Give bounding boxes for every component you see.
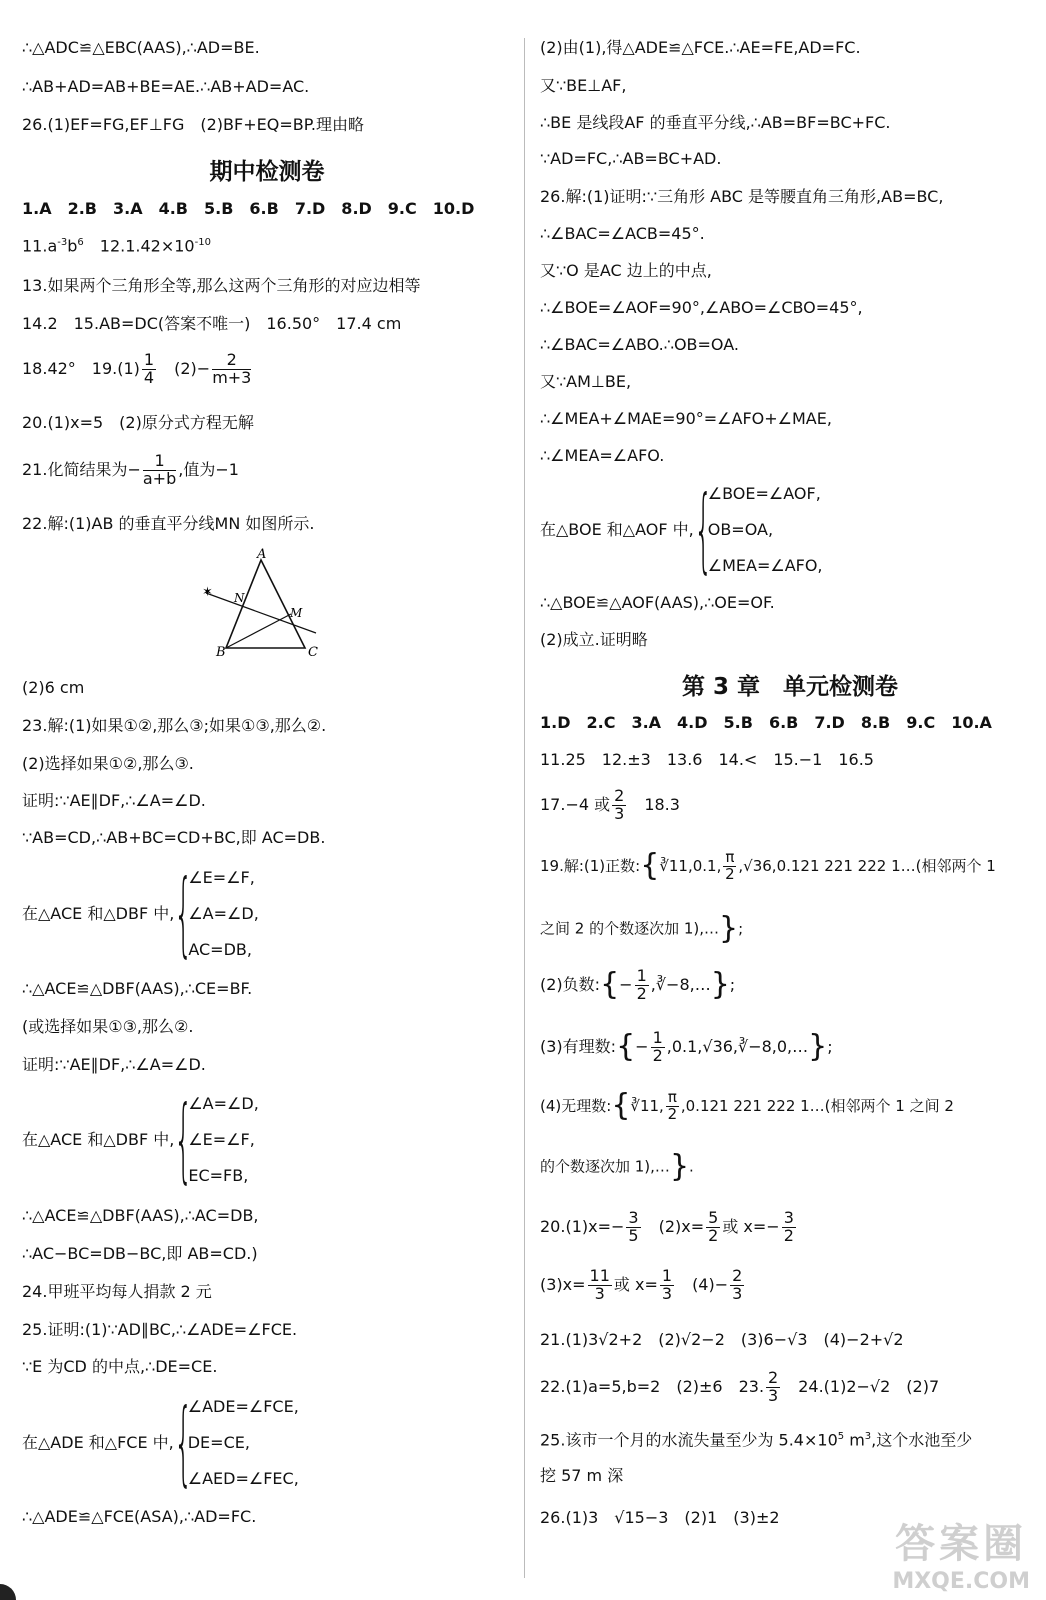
fraction: $\frac{1}{a+b}$ [142, 451, 177, 488]
answer-line: ∵E 为CD 的中点,∴DE=CE. [22, 1357, 218, 1376]
answer-line: 20.(1)x=− $\frac{3}{5}$ (2)x= $\frac{5}{2}$ 或 x=− $\frac{3}{2}$ [540, 1208, 794, 1245]
answer-line: 21.化简结果为− $\frac{1}{a+b}$ ,值为−1 [22, 451, 239, 488]
answer-line: 17.−4 或 $\frac{2}{3}$ 18.3 [540, 786, 680, 823]
answer-line: 26.(1)EF=FG,EF⊥FG (2)BF+EQ=BP.理由略 [22, 115, 364, 134]
label-C: C [308, 645, 318, 660]
answer-line: 又∵AM⊥BE, [540, 372, 632, 391]
answer-line: 又∵O 是AC 边上的中点, [540, 261, 712, 280]
answer-line: 22.(1)a=5,b=2 (2)±6 23. $\frac{2}{3}$ 24.(1)2−√2 (2)7 [540, 1368, 940, 1405]
answer-line: 14.2 15.AB=DC(答案不唯一) 16.50° 17.4 cm [22, 314, 402, 333]
answer-line: 26.解:(1)证明:∵三角形 ABC 是等腰直角三角形,AB=BC, [540, 187, 944, 206]
answer-line: (3)x= $\frac{11}{3}$ 或 x= $\frac{1}{3}$ (4)− $\frac{2}{3}$ [540, 1266, 743, 1303]
answer-line: 之间 2 的个数逐次加 1),…}; [540, 911, 744, 946]
answer-line: 18.42° 19.(1) $\frac{1}{4}$ (2)− $\frac{2}{m+3}$ [22, 350, 252, 387]
answer-line: ∴△ACE≌△DBF(AAS),∴CE=BF. [22, 979, 253, 998]
equation-system: 在△BOE 和△AOF 中,{ ∠BOE=∠AOF, OB=OA, ∠MEA=∠AFO, [540, 476, 823, 583]
answer-line: 又∵BE⊥AF, [540, 76, 627, 95]
answer-line: 证明:∵AE∥DF,∴∠A=∠D. [22, 791, 206, 810]
answer-line: (2)由(1),得△ADE≌△FCE.∴AE=FE,AD=FC. [540, 38, 861, 57]
fraction: $\frac{1}{2}$ [636, 966, 647, 1003]
right-column [540, 0, 1040, 1600]
answer-line: 24.甲班平均每人捐款 2 元 [22, 1282, 212, 1301]
answer-line: 23.解:(1)如果①②,那么③;如果①③,那么②. [22, 716, 327, 735]
answer-line: ∴△ACE≌△DBF(AAS),∴AC=DB, [22, 1206, 259, 1225]
answer-line: 20.(1)x=5 (2)原分式方程无解 [22, 413, 254, 432]
answer-line: ∵AB=CD,∴AB+BC=CD+BC,即 AC=DB. [22, 828, 326, 847]
fraction: $\frac{2}{3}$ [614, 786, 625, 823]
fraction: $\frac{1}{2}$ [652, 1028, 663, 1065]
label-M: M [290, 606, 303, 620]
equation-system: 在△ACE 和△DBF 中,{ ∠E=∠F, ∠A=∠D, AC=DB, [22, 860, 259, 967]
answer-line: ∴BE 是线段AF 的垂直平分线,∴AB=BF=BC+FC. [540, 113, 891, 132]
label-N: N [234, 591, 245, 605]
fraction: $\frac{\pi}{2}$ [667, 1088, 678, 1123]
answer-line: ∴△ADC≌△EBC(AAS),∴AD=BE. [22, 38, 260, 57]
fraction: $\frac{\pi}{2}$ [725, 848, 735, 883]
answer-line: ∴∠MEA+∠MAE=90°=∠AFO+∠MAE, [540, 409, 832, 428]
answer-line: ∴AB+AD=AB+BE=AE.∴AB+AD=AC. [22, 77, 310, 96]
answer-line: ∴△ADE≌△FCE(ASA),∴AD=FC. [22, 1507, 257, 1526]
fraction: $\frac{2}{m+3}$ [212, 350, 252, 387]
answer-line: 13.如果两个三角形全等,那么这两个三角形的对应边相等 [22, 276, 421, 295]
label-A: A [257, 548, 267, 562]
answer-line: ∴∠BOE=∠AOF=90°,∠ABO=∠CBO=45°, [540, 298, 863, 317]
equation-system: 在△ADE 和△FCE 中,{ ∠ADE=∠FCE, DE=CE, ∠AED=∠FEC, [22, 1389, 299, 1496]
answer-line: (2)成立.证明略 [540, 630, 648, 649]
answer-line: 证明:∵AE∥DF,∴∠A=∠D. [22, 1055, 206, 1074]
section-title-midterm: 期中检测卷 [209, 159, 325, 185]
answer-line: (4)无理数:{∛11, $\frac{\pi}{2}$ ,0.121 221 222 1…(相邻两个 1 之间 2 [540, 1088, 954, 1124]
choice-answers: 1.A 2.B 3.A 4.B 5.B 6.B 7.D 8.D 9.C 10.D [22, 199, 475, 218]
answer-line: ∴△BOE≌△AOF(AAS),∴OE=OF. [540, 593, 775, 612]
section-title-chapter3: 第 3 章 单元检测卷 [681, 674, 899, 700]
answer-line: ∴∠BAC=∠ABO.∴OB=OA. [540, 335, 739, 354]
answer-line: 挖 57 m 深 [540, 1466, 624, 1485]
answer-line: ∵AD=FC,∴AB=BC+AD. [540, 149, 722, 168]
answer-line: 的个数逐次加 1),…}. [540, 1149, 694, 1184]
answer-line: ∴AC−BC=DB−BC,即 AB=CD.) [22, 1244, 258, 1263]
svg-text:✶: ✶ [202, 585, 213, 600]
answer-line: ∴∠MEA=∠AFO. [540, 446, 665, 465]
fraction: $\frac{1}{4}$ [143, 350, 155, 387]
triangle-figure [198, 548, 328, 660]
page-corner-mark [0, 1584, 16, 1600]
answer-line: 22.解:(1)AB 的垂直平分线MN 如图所示. [22, 514, 315, 533]
answer-line: 19.解:(1)正数:{∛11,0.1, $\frac{\pi}{2}$ ,√36,0.121 221 222 1…(相邻两个 1 [540, 848, 996, 884]
answer-line: (3)有理数:{− $\frac{1}{2}$ ,0.1,√36,∛−8,0,…}; [540, 1028, 833, 1065]
choice-answers: 1.D 2.C 3.A 4.D 5.B 6.B 7.D 8.B 9.C 10.A [540, 713, 992, 732]
answer-line: 11.25 12.±3 13.6 14.< 15.−1 16.5 [540, 750, 874, 769]
answer-line: ∴∠BAC=∠ACB=45°. [540, 224, 705, 243]
column-divider [524, 38, 525, 1578]
label-B: B [216, 645, 226, 660]
left-column [22, 0, 512, 1600]
answer-line: (2)负数:{− $\frac{1}{2}$ ,∛−8,…}; [540, 966, 736, 1003]
equation-system: 在△ACE 和△DBF 中,{ ∠A=∠D, ∠E=∠F, EC=FB, [22, 1086, 259, 1193]
answer-line: 21.(1)3√2+2 (2)√2−2 (3)6−√3 (4)−2+√2 [540, 1330, 904, 1349]
answer-line: (2)选择如果①②,那么③. [22, 754, 194, 773]
answer-line: (2)6 cm [22, 678, 85, 697]
answer-line: $11.a^{-3}b^6$ $12.1.42\times 10^{-10}$ [22, 236, 211, 256]
answer-line: 25.证明:(1)∵AD∥BC,∴∠ADE=∠FCE. [22, 1320, 298, 1339]
answer-line: 25.该市一个月的水流失量至少为 $5.4\times 10^5$ $m^3$,这个水池至少 [540, 1430, 973, 1450]
answer-line: 26.(1)3 √15−3 (2)1 (3)±2 [540, 1508, 780, 1527]
answer-line: (或选择如果①③,那么②. [22, 1017, 194, 1036]
watermark-logo: 答案圈 MXQE.COM [892, 1521, 1030, 1594]
